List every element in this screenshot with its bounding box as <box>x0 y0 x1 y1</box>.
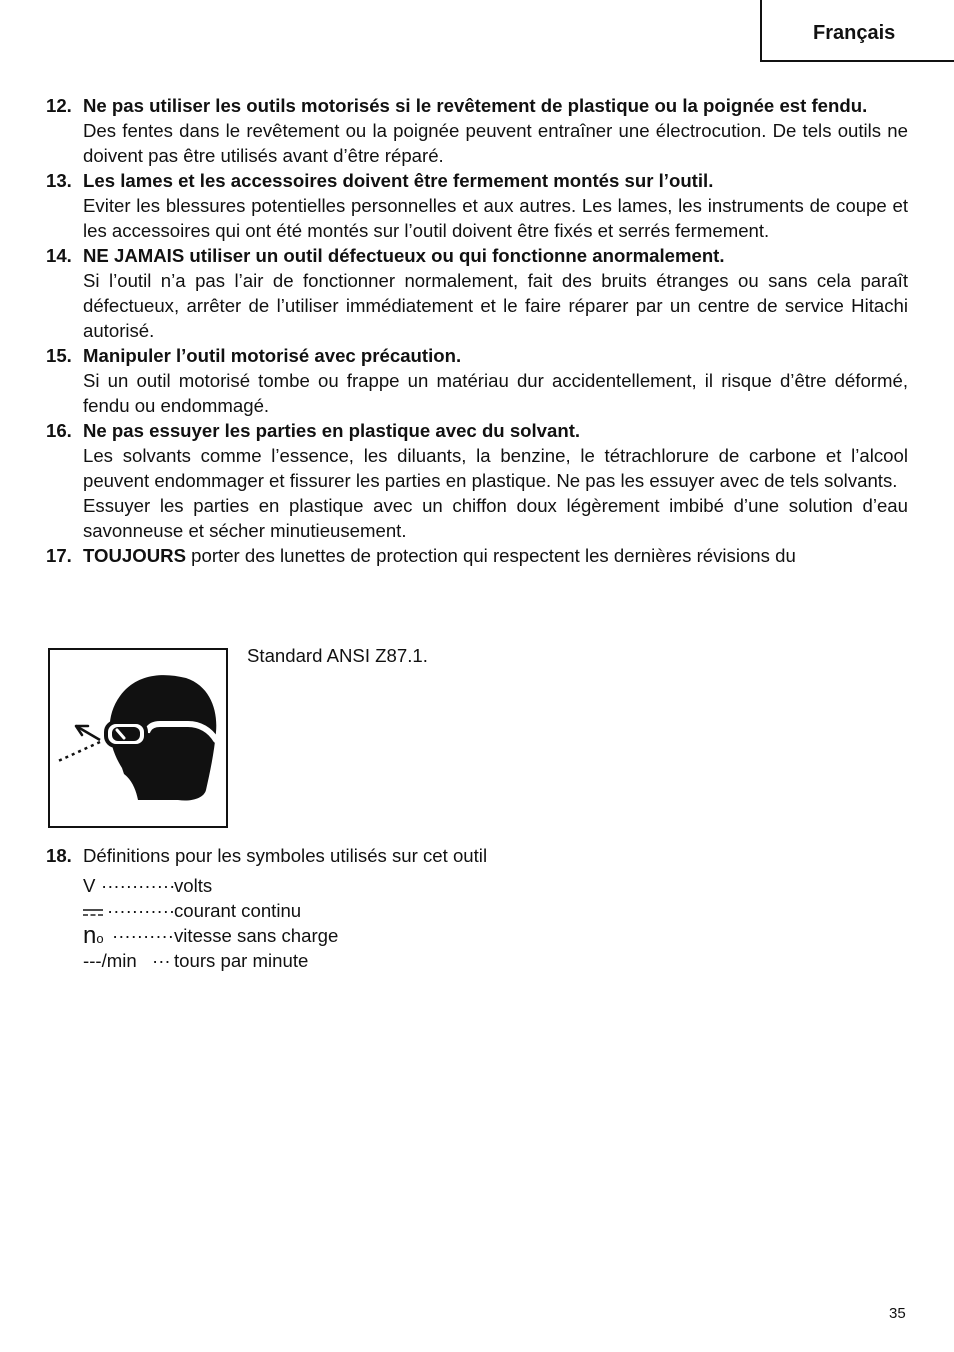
safety-glasses-icon <box>50 650 226 826</box>
item-title: Manipuler l’outil motorisé avec précaution. <box>83 345 462 366</box>
item-body: Des fentes dans le revêtement ou la poignée peuvent entraîner une électrocution. De tels outils ne doivent pas être utilisés avant d’être réparé. <box>83 120 908 166</box>
list-item-15 <box>46 343 908 418</box>
item-body-extra: Essuyer les parties en plastique avec un chiffon doux légèrement imbibé d’une solution d’eau savonneuse et sécher minutieusement. <box>83 495 908 541</box>
item-text: porter des lunettes de protection qui respectent les dernières révisions du <box>185 545 796 566</box>
item-title: Ne pas essuyer les parties en plastique avec du solvant. <box>83 420 581 441</box>
item-body: Si l’outil n’a pas l’air de fonctionner normalement, fait des bruits étranges ou sans cela paraît défectueux, arrêter de l’utiliser immédiatement et le faire réparer par un centre de service Hitachi autorisé. <box>83 270 908 341</box>
symbol-meaning: tours par minute <box>174 950 309 971</box>
list-item-17 <box>46 543 908 568</box>
safety-rules-list <box>46 93 908 568</box>
item-number: 14. <box>46 245 72 266</box>
item-number: 16. <box>46 420 72 441</box>
list-item-14 <box>46 243 908 343</box>
list-item-16 <box>46 418 908 543</box>
list-item-12 <box>46 93 908 168</box>
item-title: Ne pas utiliser les outils motorisés si le revêtement de plastique ou la poignée est fendu. <box>83 95 868 116</box>
item-title: Les lames et les accessoires doivent être fermement montés sur l’outil. <box>83 170 714 191</box>
item-number: 15. <box>46 345 72 366</box>
item-number: 17. <box>46 545 72 566</box>
volts-symbol: V <box>83 875 96 896</box>
safety-glasses-pictogram <box>48 648 228 828</box>
rpm-symbol: ---/min <box>83 950 137 971</box>
leader-dots: ··· <box>152 950 171 971</box>
list-item-13 <box>46 168 908 243</box>
item-number: 13. <box>46 170 72 191</box>
item-body: Si un outil motorisé tombe ou frappe un matériau dur accidentellement, il risque d’être déformé, fendu ou endommagé. <box>83 370 908 416</box>
item-title: NE JAMAIS utiliser un outil défectueux ou qui fonctionne anormalement. <box>83 245 725 266</box>
leader-dots: ············ <box>101 875 176 896</box>
item-number: 12. <box>46 95 72 116</box>
item-body <box>83 543 908 568</box>
leader-dots: ··········· <box>107 900 176 921</box>
no-load-speed-symbol: no <box>83 922 104 949</box>
language-label: Français <box>813 22 896 44</box>
item-body: Les solvants comme l’essence, les diluants, la benzine, le tétrachlorure de carbone et l’alcool peuvent endommager et fissurer les parties en plastique. Ne pas les essuyer avec de tels solvants. <box>83 445 908 491</box>
symbol-meaning: vitesse sans charge <box>174 925 339 946</box>
symbol-definitions <box>46 843 488 971</box>
item-number: 18. <box>46 845 72 866</box>
leader-dots: ·········· <box>112 925 174 946</box>
page-number: 35 <box>889 1305 906 1322</box>
emphasis-text: TOUJOURS <box>83 545 186 566</box>
definitions-intro: Définitions pour les symboles utilisés sur cet outil <box>83 845 488 866</box>
item-body: Eviter les blessures potentielles personnelles et aux autres. Les lames, les instruments de coupe et les accessoires qui ont été montés sur l’outil doivent être fixés et serrés fermement. <box>83 195 908 241</box>
standard-reference: Standard ANSI Z87.1. <box>247 645 428 666</box>
language-tab <box>760 0 954 62</box>
symbol-meaning: courant continu <box>174 900 302 921</box>
symbol-meaning: volts <box>174 875 213 896</box>
